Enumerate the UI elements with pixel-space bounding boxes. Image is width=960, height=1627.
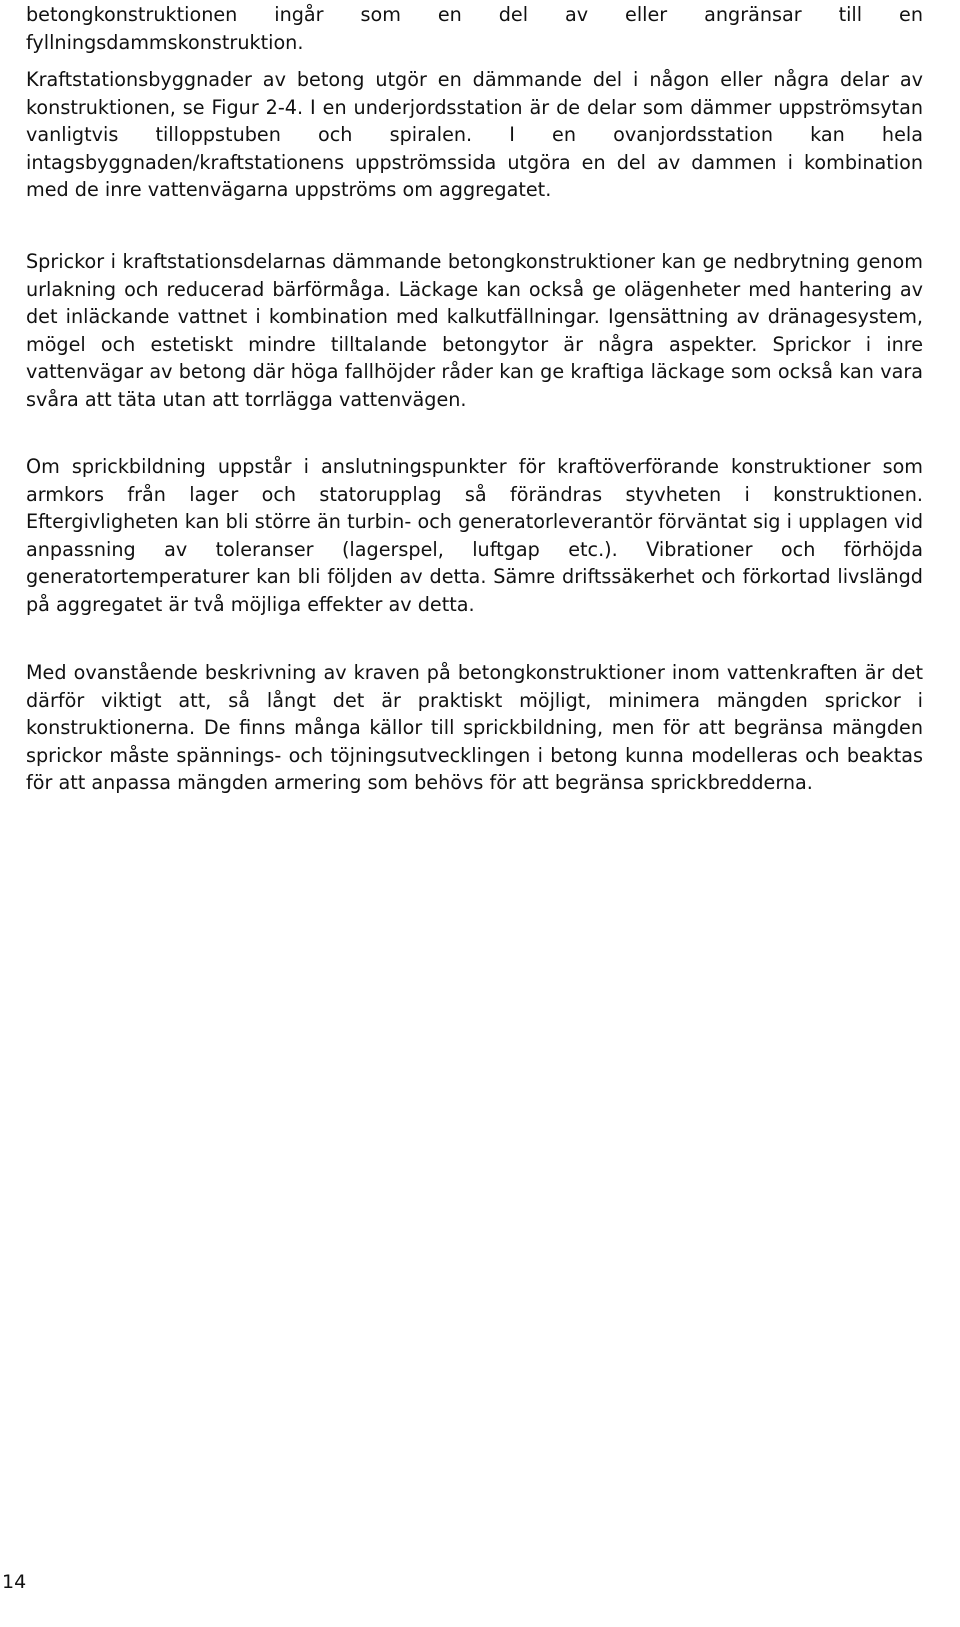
paragraph-4: Om sprickbildning uppstår i anslutningspunkter för kraftöverförande konstruktioner som armkors från lager och statorupplag så förändras styvheten i konstruktionen. Eftergivligheten kan bli större än turbin- och generatorleverantör förväntat sig i upplagen vid anpassning av toleranser (lagerspel, luftgap etc.). Vibrationer och förhöjda generatortemperaturer kan bli följden av detta. Sämre driftssäkerhet och förkortad livslängd på aggregatet är två möjliga effekter av detta. (26, 455, 923, 616)
paragraph-1: betongkonstruktionen ingår som en del av eller angränsar till en fyllningsdammskonstruktion. (26, 3, 923, 54)
paragraph-3: Sprickor i kraftstationsdelarnas dämmande betongkonstruktioner kan ge nedbrytning genom urlakning och reducerad bärförmåga. Läckage kan också ge olägenheter med hantering av det inläckande vattnet i kombination med kalkutfällningar. Igensättning av dränagesystem, mögel och estetiskt mindre tilltalande betongytor är några aspekter. Sprickor i inre vattenvägar av betong där höga fallhöjder råder kan ge kraftiga läckage som också kan vara svåra att täta utan att torrlägga vattenvägen. (26, 250, 923, 411)
paragraph-5: Med ovanstående beskrivning av kraven på betongkonstruktioner inom vattenkraften är det därför viktigt att, så långt det är praktiskt möjligt, minimera mängden sprickor i konstruktionerna. De finns många källor till sprickbildning, men för att begränsa mängden sprickor måste spännings- och töjningsutvecklingen i betong kunna modelleras och beaktas för att anpassa mängden armering som behövs för att begränsa sprickbredderna. (26, 661, 923, 795)
page-number: 14 (2, 1571, 27, 1593)
paragraph-2: Kraftstationsbyggnader av betong utgör en dämmande del i någon eller några delar av konstruktionen, se Figur 2-4. I en underjordsstation är de delar som dämmer uppströmsytan vanligtvis tilloppstuben och spiralen. I en ovanjordsstation kan hela intagsbyggnaden/kraftstationens uppströmssida utgöra en del av dammen i kombination med de inre vattenvägarna uppströms om aggregatet. (26, 68, 923, 202)
